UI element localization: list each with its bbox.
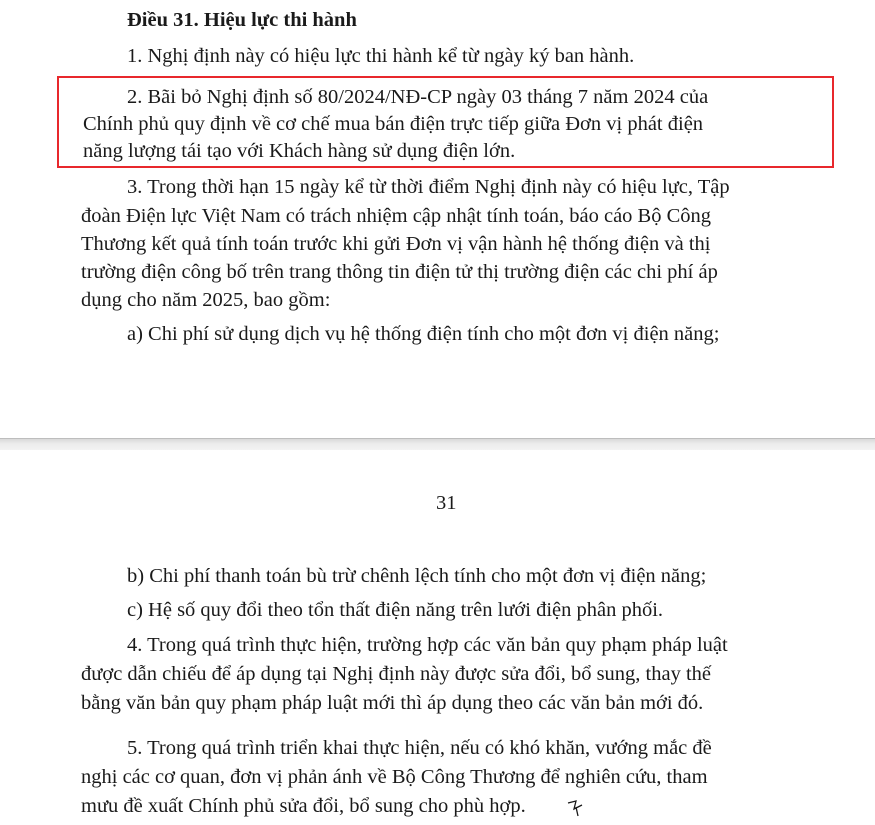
clause-4-line-2: được dẫn chiếu để áp dụng tại Nghị định này được sửa đổi, bổ sung, thay thế (81, 663, 712, 685)
clause-3-line-2: đoàn Điện lực Việt Nam có trách nhiệm cập nhật tính toán, báo cáo Bộ Công (81, 205, 712, 227)
clause-2-line-3: năng lượng tái tạo với Khách hàng sử dụng điện lớn. (83, 140, 516, 162)
clause-5-line-1: 5. Trong quá trình triển khai thực hiện, nếu có khó khăn, vướng mắc đề (127, 737, 712, 759)
page-number: 31 (436, 492, 457, 514)
clause-3-item-b: b) Chi phí thanh toán bù trừ chênh lệch tính cho một đơn vị điện năng; (127, 565, 707, 587)
clause-1: 1. Nghị định này có hiệu lực thi hành kể từ ngày ký ban hành. (127, 45, 635, 67)
clause-3-line-3: Thương kết quả tính toán trước khi gửi Đơn vị vận hành hệ thống điện và thị (81, 233, 711, 255)
clause-4-line-1: 4. Trong quá trình thực hiện, trường hợp các văn bản quy phạm pháp luật (127, 634, 728, 656)
pen-scratch-mark (566, 797, 588, 817)
clause-3-item-a: a) Chi phí sử dụng dịch vụ hệ thống điện tính cho một đơn vị điện năng; (127, 323, 720, 345)
clause-3-line-5: dụng cho năm 2025, bao gồm: (81, 289, 331, 311)
clause-2-line-1: 2. Bãi bỏ Nghị định số 80/2024/NĐ-CP ngày 03 tháng 7 năm 2024 của (127, 86, 709, 108)
clause-3-line-1: 3. Trong thời hạn 15 ngày kể từ thời điểm Nghị định này có hiệu lực, Tập (127, 176, 730, 198)
clause-3-line-4: trường điện công bố trên trang thông tin điện tử thị trường điện các chi phí áp (81, 261, 718, 283)
clause-4-line-3: bằng văn bản quy phạm pháp luật mới thì áp dụng theo các văn bản mới đó. (81, 692, 704, 714)
article-title: Điều 31. Hiệu lực thi hành (127, 9, 357, 31)
clause-5-line-2: nghị các cơ quan, đơn vị phản ánh về Bộ Công Thương để nghiên cứu, tham (81, 766, 708, 788)
clause-2-line-2: Chính phủ quy định về cơ chế mua bán điện trực tiếp giữa Đơn vị phát điện (83, 113, 704, 135)
clause-5-line-3: mưu đề xuất Chính phủ sửa đổi, bổ sung cho phù hợp. (81, 795, 526, 817)
clause-3-item-c: c) Hệ số quy đổi theo tổn thất điện năng trên lưới điện phân phối. (127, 599, 664, 621)
